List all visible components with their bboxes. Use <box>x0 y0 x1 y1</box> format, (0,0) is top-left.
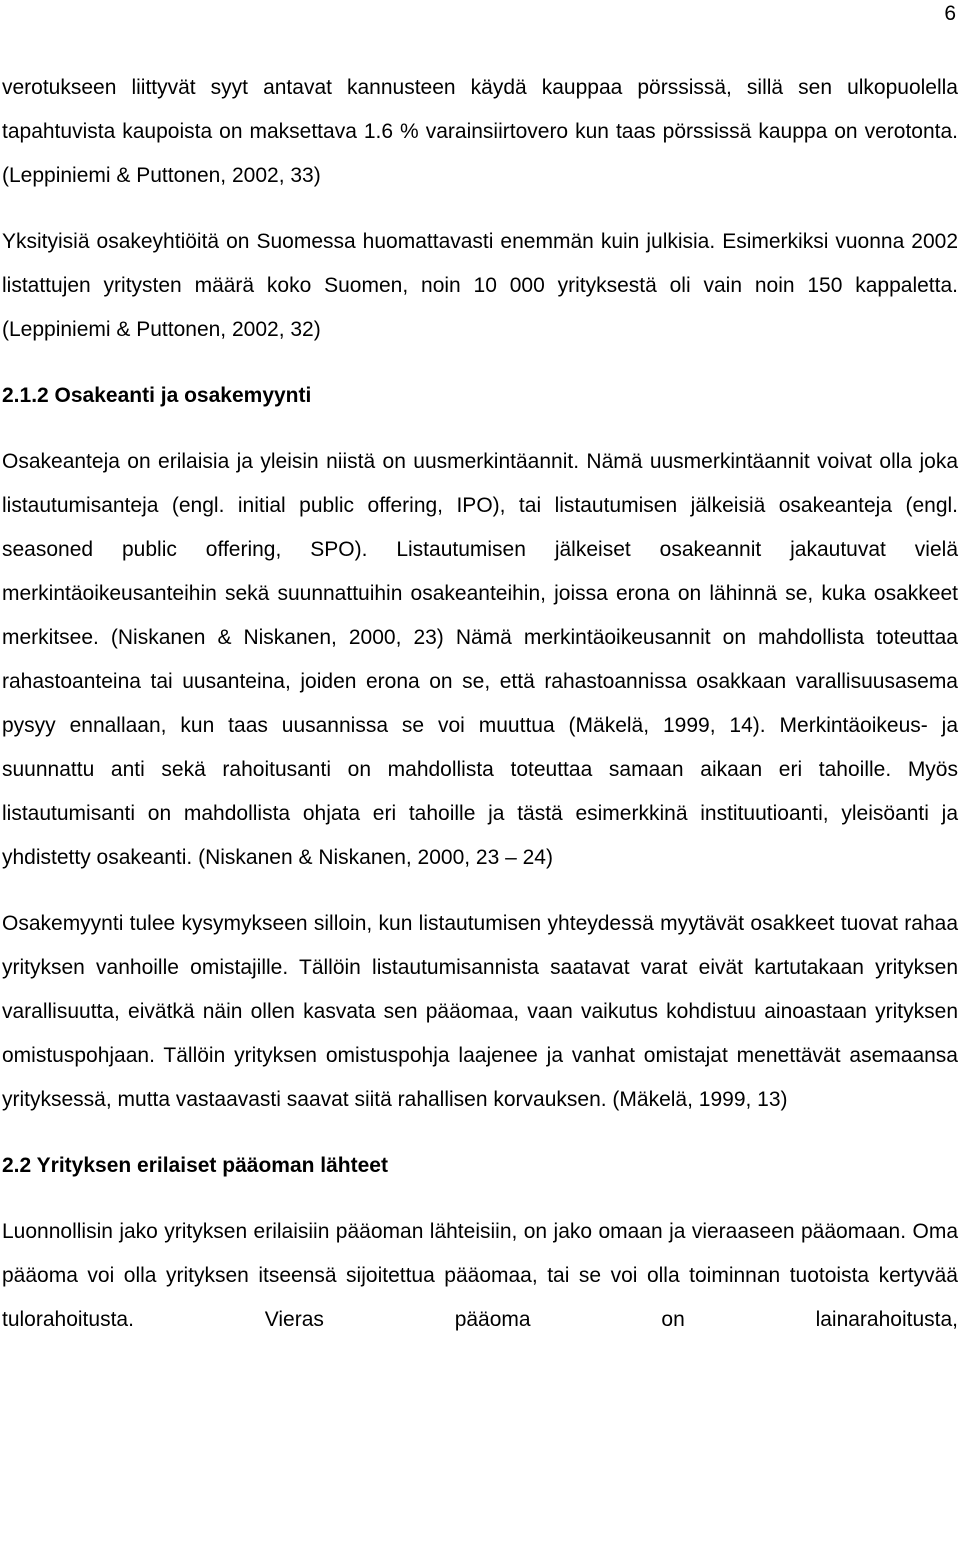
section-heading-share-issue: 2.1.2 Osakeanti ja osakemyynti <box>2 384 312 407</box>
paragraph-gap <box>2 352 958 374</box>
paragraph-gap <box>2 418 958 440</box>
paragraph-gap <box>2 880 958 902</box>
page-number: 6 <box>944 2 956 25</box>
paragraph-share-issues: Osakeanteja on erilaisia ja yleisin niistä on uusmerkintäannit. Nämä uusmerkintäannit voivat olla joka listautumisanteja (engl. initial public offering, IPO), tai listautumisen jälkeisiä osakeanteja (engl. seasoned public offering, SPO). Listautumisen jälkeiset osakeannit jakautuvat vielä merkintäoikeusanteihin sekä suunnattuihin osakeanteihin, joissa erona on lähinnä se, kuka osakkeet merkitsee. (Niskanen & Niskanen, 2000, 23) Nämä merkintäoikeusannit on mahdollista toteuttaa rahastoanteina tai uusanteina, joiden erona on se, että rahastoannissa osakkaan varallisuusasema pysyy ennallaan, kun taas uusannissa se voi muuttua (Mäkelä, 1999, 14). Merkintäoikeus- ja suunnattu anti sekä rahoitusanti on mahdollista toteuttaa samaan aikaan eri tahoille. Myös listautumisanti on mahdollista ohjata eri tahoille ja tästä esimerkkinä instituutioanti, yleisöanti ja yhdistetty osakeanti. (Niskanen & Niskanen, 2000, 23 – 24) <box>2 450 958 869</box>
paragraph-gap <box>2 198 958 220</box>
paragraph-capital-division: Luonnollisin jako yrityksen erilaisiin pääoman lähteisiin, on jako omaan ja vieraaseen pääomaan. Oma pääoma voi olla yrityksen itseensä sijoitettua pääomaa, tai se voi olla toiminnan tuotoista kertyvää tulorahoitusta. Vieras pääoma on lainarahoitusta, <box>2 1220 958 1331</box>
paragraph-private-companies: Yksityisiä osakeyhtiöitä on Suomessa huomattavasti enemmän kuin julkisia. Esimerkiksi vuonna 2002 listattujen yritysten määrä koko Suomen, noin 10 000 yrityksestä oli vain noin 150 kappaletta. (Leppiniemi & Puttonen, 2002, 32) <box>2 230 958 341</box>
section-heading-capital-sources: 2.2 Yrityksen erilaiset pääoman lähteet <box>2 1154 388 1177</box>
paragraph-share-sale: Osakemyynti tulee kysymykseen silloin, kun listautumisen yhteydessä myytävät osakkeet tuovat rahaa yrityksen vanhoille omistajille. Tällöin listautumisannista saatavat varat eivät kartutakaan yrityksen varallisuutta, eivätkä näin ollen kasvata sen pääomaa, vaan vaikutus kohdistuu ainoastaan yrityksen omistuspohjaan. Tällöin yrityksen omistuspohja laajenee ja vanhat omistajat menettävät asemaansa yrityksessä, mutta vastaavasti saavat siitä rahallisen korvauksen. (Mäkelä, 1999, 13) <box>2 912 958 1111</box>
paragraph-gap <box>2 1188 958 1210</box>
paragraph-gap <box>2 1122 958 1144</box>
paragraph-tax-reasons: verotukseen liittyvät syyt antavat kannusteen käydä kauppaa pörssissä, sillä sen ulkopuolella tapahtuvista kaupoista on maksettava 1.6 % varainsiirtovero kun taas pörssissä kauppa on verotonta. (Leppiniemi & Puttonen, 2002, 33) <box>2 76 958 187</box>
document-body <box>2 66 958 1342</box>
